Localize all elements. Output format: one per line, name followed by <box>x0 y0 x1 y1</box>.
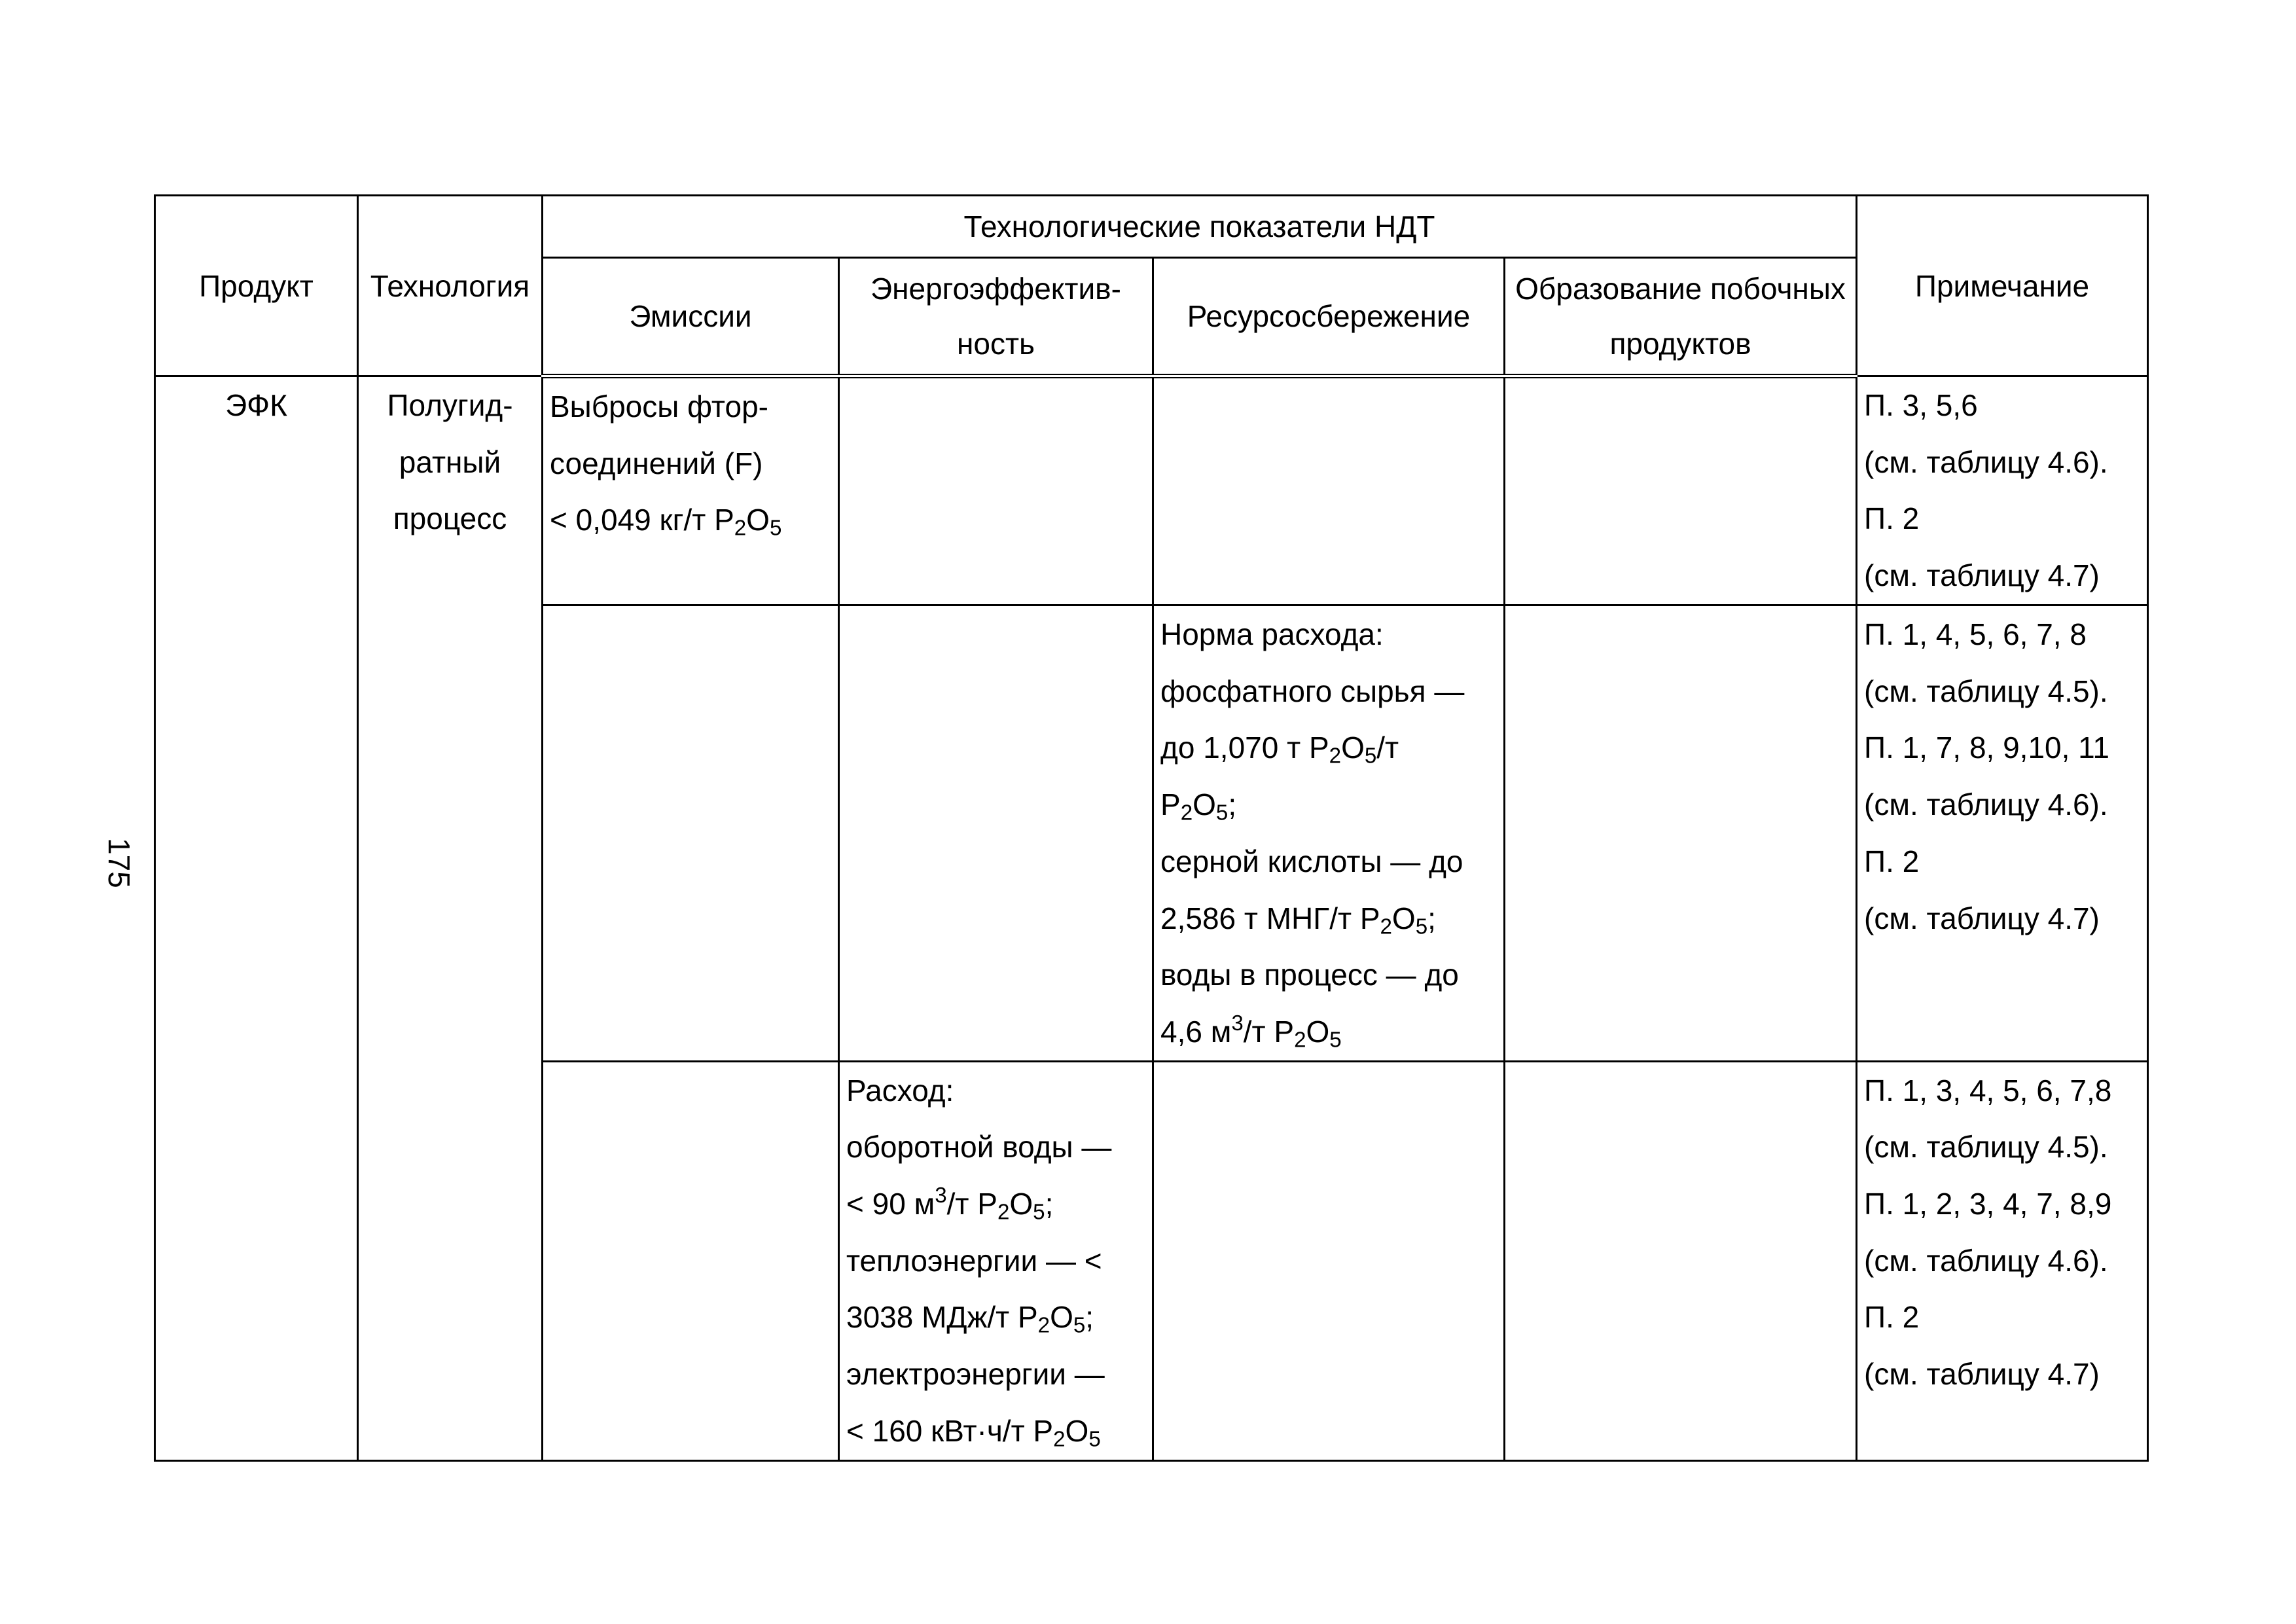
technology-cell <box>358 376 543 1461</box>
cell-text-line: < 0,049 кг/т $P_2O_5$ <box>550 503 782 541</box>
cell-text-line: < 90 $м^3/т$ $P_2O_5$; <box>846 1183 1054 1225</box>
cell-text-line: П. 2 <box>1864 501 1920 536</box>
technology-line: ратный <box>399 444 501 479</box>
cell-text-line: < 160 кВт·ч/т $P_2O_5$ <box>846 1413 1101 1452</box>
cell-text-line: П. 2 <box>1864 844 1920 878</box>
cell-text-line: серной кислоты — до <box>1160 844 1463 878</box>
cell-text-line: (см. таблицу 4.7) <box>1864 1357 2100 1392</box>
cell-text-line: Расход: <box>846 1073 954 1108</box>
energy-cell <box>839 605 1153 1062</box>
emissions-cell <box>543 605 839 1062</box>
header-energy-efficiency <box>839 258 1153 376</box>
header-emissions: Эмиссии <box>543 258 839 376</box>
note-cell <box>1857 376 2148 605</box>
header-note: Примечание <box>1857 196 2148 376</box>
technology-line: Полугид- <box>387 388 513 422</box>
header-resource-saving: Ресурсосбережение <box>1153 258 1505 376</box>
cell-text-line: соединений (F) <box>550 446 763 480</box>
product-cell: ЭФК <box>155 376 358 1461</box>
cell-text-line: 2,586 т МНГ/т $P_2O_5$; <box>1160 901 1436 939</box>
cell-text-line: (см. таблицу 4.7) <box>1864 901 2100 935</box>
cell-text-line: теплоэнергии — < <box>846 1243 1102 1278</box>
energy-cell <box>839 1061 1153 1460</box>
technology-line: процесс <box>393 501 507 536</box>
header-product: Продукт <box>155 196 358 376</box>
header-byproducts-line: Образование побочных <box>1515 272 1846 306</box>
byproducts-cell <box>1505 605 1857 1062</box>
bat-indicators-table <box>154 194 2149 1462</box>
cell-text-line: Выбросы фтор- <box>550 389 768 424</box>
cell-text-line: П. 1, 7, 8, 9,10, 11 <box>1864 731 2109 765</box>
cell-text-line: 4,6 $м^3/т$ $P_2O_5$ <box>1160 1011 1342 1053</box>
energy-cell <box>839 376 1153 605</box>
cell-text-line: (см. таблицу 4.6). <box>1864 444 2108 479</box>
cell-text-line: оборотной воды — <box>846 1130 1112 1164</box>
byproducts-cell <box>1505 376 1857 605</box>
header-technology: Технология <box>358 196 543 376</box>
cell-text-line: (см. таблицу 4.6). <box>1864 787 2108 822</box>
header-energy-line: Энергоэффектив- <box>870 272 1121 306</box>
header-indicators-group: Технологические показатели НДТ <box>543 196 1857 258</box>
header-energy-line: ность <box>956 327 1035 361</box>
header-byproducts-line: продуктов <box>1609 327 1751 361</box>
cell-text-line: Норма расхода: <box>1160 617 1384 651</box>
note-cell <box>1857 605 2148 1062</box>
cell-text-line: воды в процесс — до <box>1160 958 1459 992</box>
cell-text-line: П. 1, 4, 5, 6, 7, 8 <box>1864 617 2087 651</box>
emissions-cell <box>543 376 839 605</box>
cell-text-line: 3038 МДж/т $P_2O_5$; <box>846 1300 1094 1338</box>
emissions-cell <box>543 1061 839 1460</box>
resources-cell <box>1153 376 1505 605</box>
cell-text-line: (см. таблицу 4.5). <box>1864 674 2108 708</box>
note-cell <box>1857 1061 2148 1460</box>
cell-text-line: электроэнергии — <box>846 1357 1105 1392</box>
cell-text-line: П. 1, 2, 3, 4, 7, 8,9 <box>1864 1187 2112 1221</box>
cell-text-line: (см. таблицу 4.6). <box>1864 1243 2108 1278</box>
header-byproducts <box>1505 258 1857 376</box>
cell-text-line: П. 1, 3, 4, 5, 6, 7,8 <box>1864 1073 2112 1108</box>
cell-text-line: П. 3, 5,6 <box>1864 388 1978 422</box>
cell-text-line: $P_2O_5$; <box>1160 787 1237 825</box>
cell-text-line: (см. таблицу 4.5). <box>1864 1130 2108 1164</box>
page-number: 175 <box>102 838 136 888</box>
cell-text-line: П. 2 <box>1864 1300 1920 1335</box>
cell-text-line: (см. таблицу 4.7) <box>1864 558 2100 593</box>
resources-cell <box>1153 605 1505 1062</box>
cell-text-line: до 1,070 т $P_2O_5/т$ <box>1160 731 1399 768</box>
cell-text-line: фосфатного сырья — <box>1160 674 1465 708</box>
resources-cell <box>1153 1061 1505 1460</box>
byproducts-cell <box>1505 1061 1857 1460</box>
